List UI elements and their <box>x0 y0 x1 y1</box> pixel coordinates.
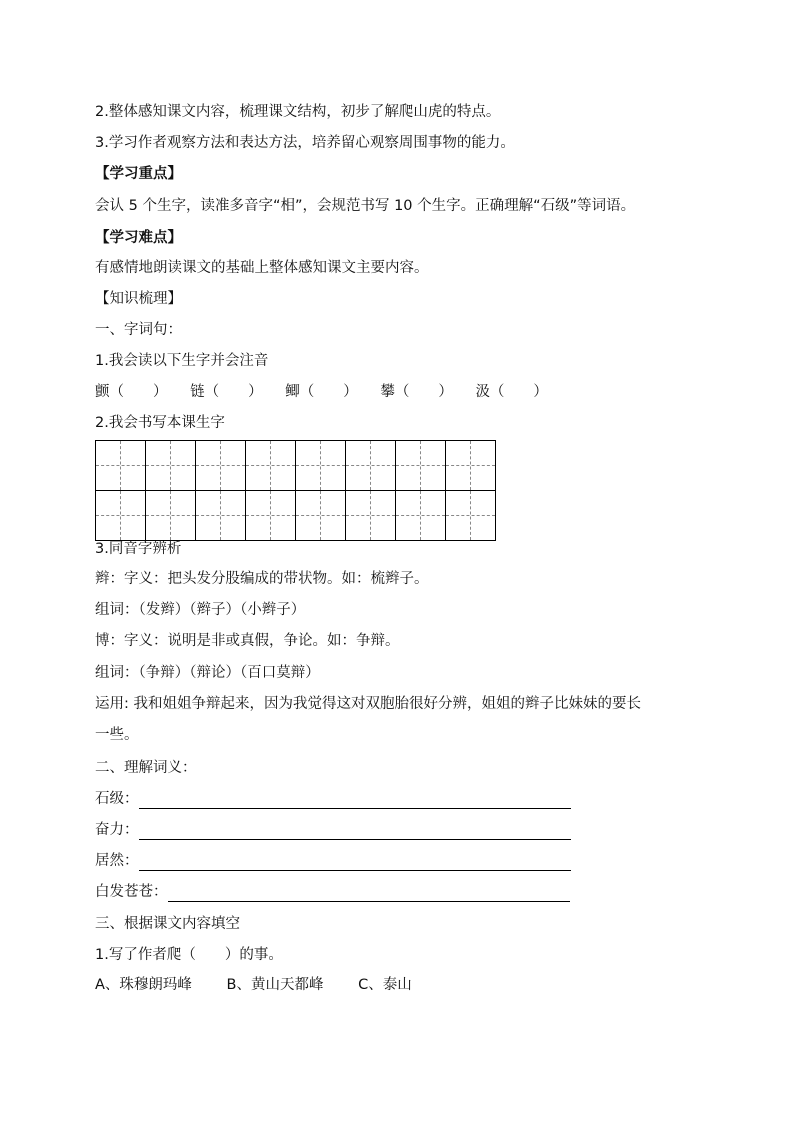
writing-cell[interactable] <box>96 491 146 541</box>
objective-3: 3.学习作者观察方法和表达方法，培养留心观察周围事物的能力。 <box>95 135 515 151</box>
option-c[interactable]: C、泰山 <box>358 977 412 993</box>
writing-grid-row-1[interactable] <box>95 440 496 491</box>
meaning-word: 居然： <box>95 853 139 869</box>
task-write-chars: 2.我会书写本课生字 <box>95 415 225 431</box>
usage-line-2: 一些。 <box>95 727 139 743</box>
meanings-heading: 二、理解词义： <box>95 760 197 776</box>
writing-grid-row-2[interactable] <box>95 490 496 541</box>
meaning-word: 石级： <box>95 791 139 807</box>
writing-cell[interactable] <box>246 491 296 541</box>
difficulties-text: 有感情地朗读课文的基础上整体感知课文主要内容。 <box>95 260 429 276</box>
fill-heading: 三、根据课文内容填空 <box>95 916 240 932</box>
difficulties-heading: 【学习难点】 <box>95 230 182 246</box>
fill-question-1: 1.写了作者爬（ ）的事。 <box>95 947 283 963</box>
pinyin-char-list <box>95 382 566 402</box>
writing-cell[interactable] <box>296 441 346 491</box>
char-item[interactable]: 攀（ ） <box>380 384 453 400</box>
writing-cell[interactable] <box>146 491 196 541</box>
homophone-2-definition: 博：字义：说明是非或真假，争论。如：争辩。 <box>95 633 400 649</box>
meaning-row-fenli <box>95 820 571 840</box>
writing-cell[interactable] <box>446 491 496 541</box>
answer-line[interactable] <box>139 823 571 840</box>
char-item[interactable]: 鲫（ ） <box>285 384 358 400</box>
writing-cell[interactable] <box>146 441 196 491</box>
task-homophones: 3.同音字辨析 <box>95 541 182 557</box>
section-words-heading: 一、字词句： <box>95 322 182 338</box>
writing-cell[interactable] <box>96 441 146 491</box>
writing-cell[interactable] <box>296 491 346 541</box>
writing-cell[interactable] <box>446 441 496 491</box>
homophone-2-words: 组词：（争辩）（辩论）（百口莫辩） <box>95 665 320 681</box>
key-points-text: 会认 5 个生字，读准多音字“相”，会规范书写 10 个生字。正确理解“石级”等词语。 <box>95 198 636 214</box>
meaning-word: 白发苍苍： <box>95 884 168 900</box>
task-read-chars: 1.我会读以下生字并会注音 <box>95 353 269 369</box>
char-item[interactable]: 汲（ ） <box>475 384 548 400</box>
char-item[interactable]: 颤（ ） <box>95 384 168 400</box>
answer-line[interactable] <box>139 854 571 871</box>
writing-cell[interactable] <box>196 491 246 541</box>
answer-options <box>95 975 442 995</box>
writing-cell[interactable] <box>196 441 246 491</box>
homophone-1-words: 组词：（发辫）（辫子）（小辫子） <box>95 602 306 618</box>
option-a[interactable]: A、珠穆朗玛峰 <box>95 977 192 993</box>
writing-cell[interactable] <box>246 441 296 491</box>
usage-line-1: 运用: 我和姐姐争辩起来，因为我觉得这对双胞胎很好分辨，姐姐的辫子比妹妹的要长 <box>95 696 641 712</box>
meaning-row-shiji <box>95 789 571 809</box>
meaning-row-juran <box>95 851 571 871</box>
writing-cell[interactable] <box>346 441 396 491</box>
char-item[interactable]: 链（ ） <box>190 384 263 400</box>
writing-cell[interactable] <box>346 491 396 541</box>
meaning-row-baifa <box>95 882 570 902</box>
answer-line[interactable] <box>168 885 570 902</box>
option-b[interactable]: B、黄山天都峰 <box>226 977 324 993</box>
answer-line[interactable] <box>139 792 571 809</box>
writing-cell[interactable] <box>396 491 446 541</box>
key-points-heading: 【学习重点】 <box>95 166 182 182</box>
homophone-1-definition: 辫：字义：把头发分股编成的带状物。如：梳辫子。 <box>95 571 429 587</box>
objective-2: 2.整体感知课文内容，梳理课文结构，初步了解爬山虎的特点。 <box>95 104 501 120</box>
writing-cell[interactable] <box>396 441 446 491</box>
meaning-word: 奋力： <box>95 822 139 838</box>
knowledge-heading: 【知识梳理】 <box>95 291 182 307</box>
